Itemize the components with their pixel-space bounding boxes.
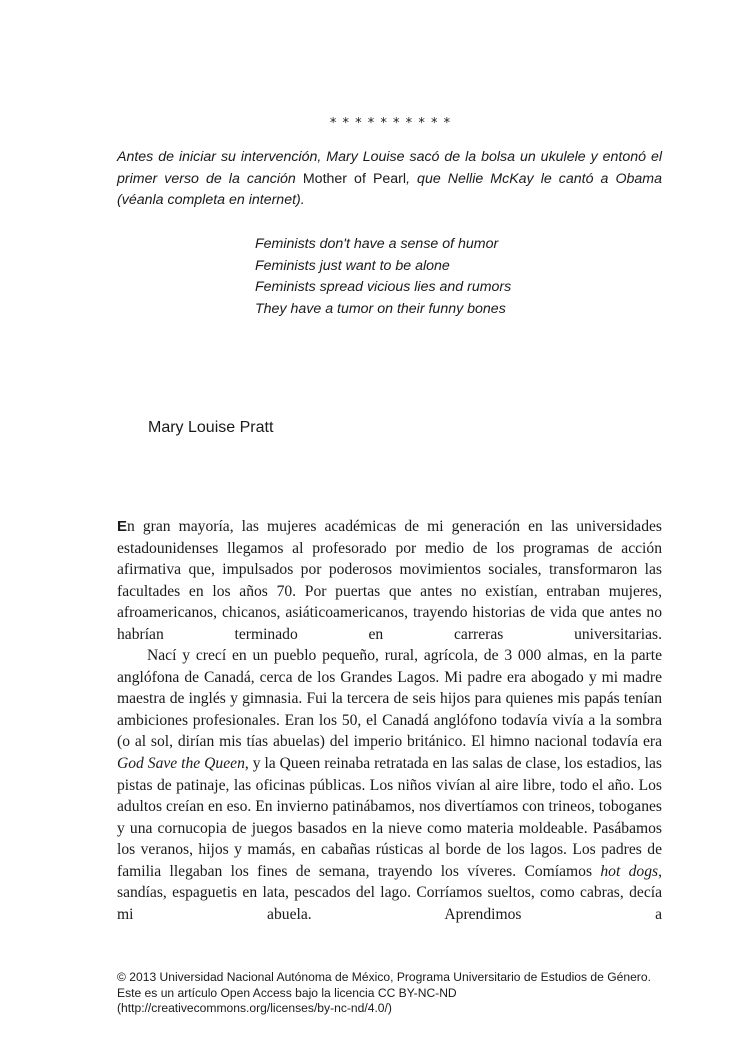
body-paragraph-1 [117,516,662,645]
copyright-footer [117,970,677,1017]
poem-block [255,234,655,321]
author-name: Mary Louise Pratt [148,419,274,436]
poem-line: Feminists spread vicious lies and rumors [255,279,512,296]
song-title: Mother of Pearl [302,170,407,187]
poem-line: Feminists just want to be alone [255,257,450,274]
body-paragraph-2 [117,645,662,925]
paren-close: ) [387,1001,392,1015]
drop-cap: E [117,518,128,535]
license-link[interactable]: http://creativecommons.org/licenses/by-nc-nd/4.0/ [121,1001,388,1015]
paren-open: ( [117,1001,122,1015]
license-line: Este es un artículo Open Access bajo la licencia CC BY-NC-ND [117,985,457,1000]
article-body [117,516,662,925]
poem-line: Feminists don't have a sense of humor [255,236,499,252]
license-url-line [117,1001,677,1017]
intro-text-part2: , que Nellie McKay le cantó a Obama (véanla completa en internet). [117,170,663,209]
paragraph-text: , y la Queen reinaba retratada en las salas de clase, los estadios, las pistas de patinaje, las oficinas públicas. Los niños vivían al aire libre, todo el año. Los adultos creían en eso. En invierno patinábamos, nos divertíamos con trineos, toboganes y una cornucopia de juegos basados en la nieve como materia moldeable. Pasábamos los veranos, hijos y mamás, en cabañas rústicas al borde de los lagos. Los padres de familia llegaban los fines de semana, trayendo los víveres. Comíamos [117,755,662,880]
copyright-line: © 2013 Universidad Nacional Autónoma de México, Programa Universitario de Estudios de Género. [117,970,651,984]
intro-paragraph [117,147,662,212]
section-separator: * * * * * * * * * * [329,116,452,131]
intro-text-part1: Antes de iniciar su intervención, Mary Louise sacó de la bolsa un ukulele y entonó el primer verso de la canción [117,149,662,187]
paragraph-text: Nací y crecí en un pueblo pequeño, rural, agrícola, de 3 000 almas, en la parte anglófona de Canadá, cerca de los Grandes Lagos. Mi padre era abogado y mi madre maestra de inglés y gimnasia. Fui la tercera de seis hijos para quienes mis papás tenían ambiciones profesionales. Eran los 50, el Canadá anglófono todavía vivía a la sombra (o al sol, dirían mis tías abuelas) del imperio británico. El himno nacional todavía era [117,647,662,751]
poem-line: They have a tumor on their funny bones [255,301,506,318]
hot-dogs-term: hot dogs [600,862,659,880]
anthem-title: God Save the Queen [117,755,245,773]
paragraph-text: , sandías, espaguetis en lata, pescados del lago. Corríamos sueltos, como cabras, decía mi abuela. Aprendimos a [117,862,662,923]
paragraph-text: n gran mayoría, las mujeres académicas de mi generación en las universidades estadounidenses llegamos al profesorado por medio de los programas de acción afirmativa que, impulsados por poderosos movimientos sociales, transformaron las facultades en los años 70. Por puertas que antes no existían, entraban mujeres, afroamericanos, chicanos, asiáticoamericanos, trayendo historias de vida que antes no habrían terminado en carreras universitarias. [117,518,662,643]
